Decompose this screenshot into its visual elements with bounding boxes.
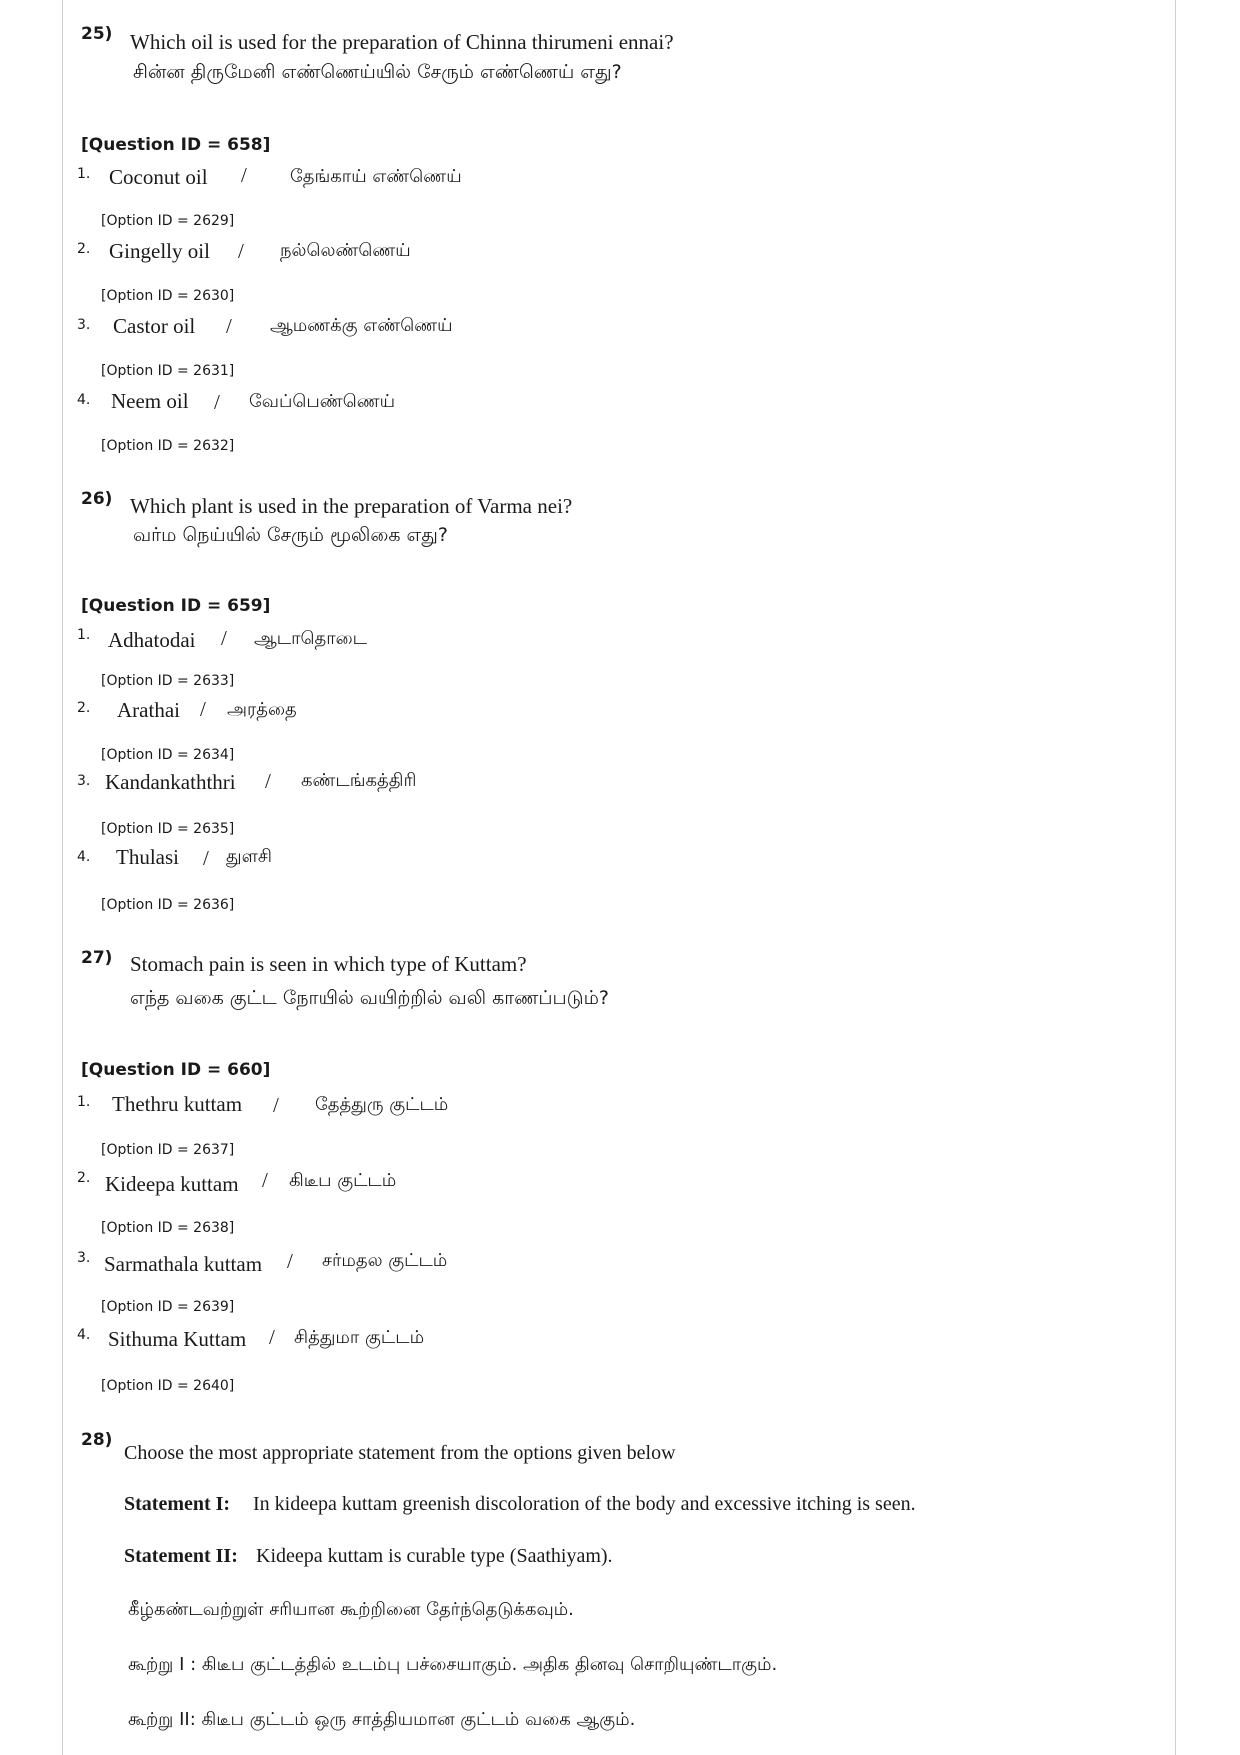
- option-number: 3.: [77, 317, 91, 333]
- option-text-ta[interactable]: துளசி: [226, 846, 272, 867]
- option-separator: /: [238, 239, 244, 263]
- option-separator: /: [200, 697, 206, 721]
- question-number: 27): [81, 948, 113, 968]
- option-number: 4.: [77, 849, 91, 865]
- statement-2-text: Kideepa kuttam is curable type (Saathiyam).: [256, 1545, 613, 1567]
- option-separator: /: [262, 1168, 268, 1192]
- option-number: 1.: [77, 166, 91, 182]
- option-text-en[interactable]: Sithuma Kuttam: [108, 1327, 247, 1351]
- option-text-en[interactable]: Thulasi: [116, 845, 179, 869]
- option-text-en[interactable]: Castor oil: [113, 314, 196, 338]
- option-text-ta[interactable]: அரத்தை: [227, 699, 297, 720]
- option-number: 3.: [77, 773, 91, 789]
- question-text-en: Stomach pain is seen in which type of Kuttam?: [130, 952, 527, 976]
- option-separator: /: [214, 390, 220, 414]
- option-id: [Option ID = 2636]: [101, 897, 235, 913]
- question-intro-ta: கீழ்கண்டவற்றுள் சரியான கூற்றினை தேர்ந்தெடுக்கவும்.: [128, 1599, 574, 1620]
- statement-1-label: Statement I:: [124, 1493, 231, 1515]
- option-id: [Option ID = 2629]: [101, 213, 235, 229]
- option-number: 4.: [77, 1327, 91, 1343]
- option-text-en[interactable]: Gingelly oil: [109, 239, 210, 263]
- option-id: [Option ID = 2632]: [101, 438, 235, 454]
- option-text-ta[interactable]: சித்துமா குட்டம்: [294, 1327, 425, 1348]
- option-text-ta[interactable]: தேங்காய் எண்ணெய்: [290, 166, 462, 187]
- option-separator: /: [203, 846, 209, 870]
- option-text-en[interactable]: Adhatodai: [108, 628, 196, 652]
- question-id: [Question ID = 659]: [81, 596, 271, 616]
- question-text-en: Which oil is used for the preparation of Chinna thirumeni ennai?: [130, 30, 674, 54]
- option-id: [Option ID = 2637]: [101, 1142, 235, 1158]
- option-id: [Option ID = 2633]: [101, 673, 235, 689]
- option-separator: /: [221, 626, 227, 650]
- option-text-en[interactable]: Kandankaththri: [105, 770, 236, 794]
- question-number: 25): [81, 24, 113, 44]
- option-text-ta[interactable]: ஆமணக்கு எண்ணெய்: [270, 315, 453, 336]
- option-separator: /: [226, 314, 232, 338]
- option-id: [Option ID = 2634]: [101, 747, 235, 763]
- option-id: [Option ID = 2631]: [101, 363, 235, 379]
- option-number: 2.: [77, 241, 91, 257]
- option-separator: /: [287, 1249, 293, 1273]
- option-text-en[interactable]: Neem oil: [111, 389, 189, 413]
- option-text-ta[interactable]: நல்லெண்ணெய்: [280, 240, 411, 261]
- statement-2-ta: கூற்று II: கிடீப குட்டம் ஒரு சாத்தியமான குட்டம் வகை ஆகும்.: [128, 1709, 636, 1730]
- option-separator: /: [273, 1093, 279, 1117]
- option-text-ta[interactable]: ஆடாதொடை: [254, 628, 367, 649]
- option-id: [Option ID = 2638]: [101, 1220, 235, 1236]
- option-separator: /: [269, 1325, 275, 1349]
- option-text-ta[interactable]: கிடீப குட்டம்: [289, 1170, 397, 1191]
- option-text-en[interactable]: Kideepa kuttam: [105, 1172, 239, 1196]
- option-separator: /: [241, 163, 247, 187]
- question-id: [Question ID = 658]: [81, 135, 271, 155]
- question-text-ta: எந்த வகை குட்ட நோயில் வயிற்றில் வலி காணப்படும்?: [130, 987, 609, 1009]
- question-number: 28): [81, 1430, 113, 1450]
- question-text-ta: சின்ன திருமேனி எண்ணெய்யில் சேரும் எண்ணெய் எது?: [133, 61, 622, 83]
- option-text-en[interactable]: Sarmathala kuttam: [104, 1252, 263, 1276]
- option-number: 1.: [77, 627, 91, 643]
- option-id: [Option ID = 2640]: [101, 1378, 235, 1394]
- option-number: 2.: [77, 1170, 91, 1186]
- option-number: 3.: [77, 1250, 91, 1266]
- option-number: 1.: [77, 1094, 91, 1110]
- question-id: [Question ID = 660]: [81, 1060, 271, 1080]
- question-number: 26): [81, 489, 113, 509]
- statement-1-ta: கூற்று I : கிடீப குட்டத்தில் உடம்பு பச்சையாகும். அதிக தினவு சொறியுண்டாகும்.: [128, 1654, 778, 1675]
- option-separator: /: [265, 769, 271, 793]
- option-text-ta[interactable]: வேப்பெண்ணெய்: [249, 391, 396, 412]
- option-number: 4.: [77, 392, 91, 408]
- option-text-en[interactable]: Thethru kuttam: [112, 1092, 243, 1116]
- option-text-en[interactable]: Coconut oil: [109, 165, 208, 189]
- option-text-en[interactable]: Arathai: [117, 698, 180, 722]
- question-intro: Choose the most appropriate statement from the options given below: [124, 1442, 676, 1464]
- document-page: [62, 0, 1176, 1755]
- option-id: [Option ID = 2630]: [101, 288, 235, 304]
- statement-2-label: Statement II:: [124, 1545, 238, 1567]
- question-text-en: Which plant is used in the preparation of Varma nei?: [130, 494, 573, 518]
- option-text-ta[interactable]: சர்மதல குட்டம்: [322, 1250, 448, 1271]
- question-text-ta: வர்ம நெய்யில் சேரும் மூலிகை எது?: [133, 524, 448, 546]
- option-id: [Option ID = 2635]: [101, 821, 235, 837]
- option-text-ta[interactable]: கண்டங்கத்திரி: [301, 770, 417, 791]
- option-id: [Option ID = 2639]: [101, 1299, 235, 1315]
- option-number: 2.: [77, 700, 91, 716]
- option-text-ta[interactable]: தேத்துரு குட்டம்: [315, 1094, 449, 1115]
- statement-1-text: In kideepa kuttam greenish discoloration of the body and excessive itching is seen.: [253, 1493, 916, 1515]
